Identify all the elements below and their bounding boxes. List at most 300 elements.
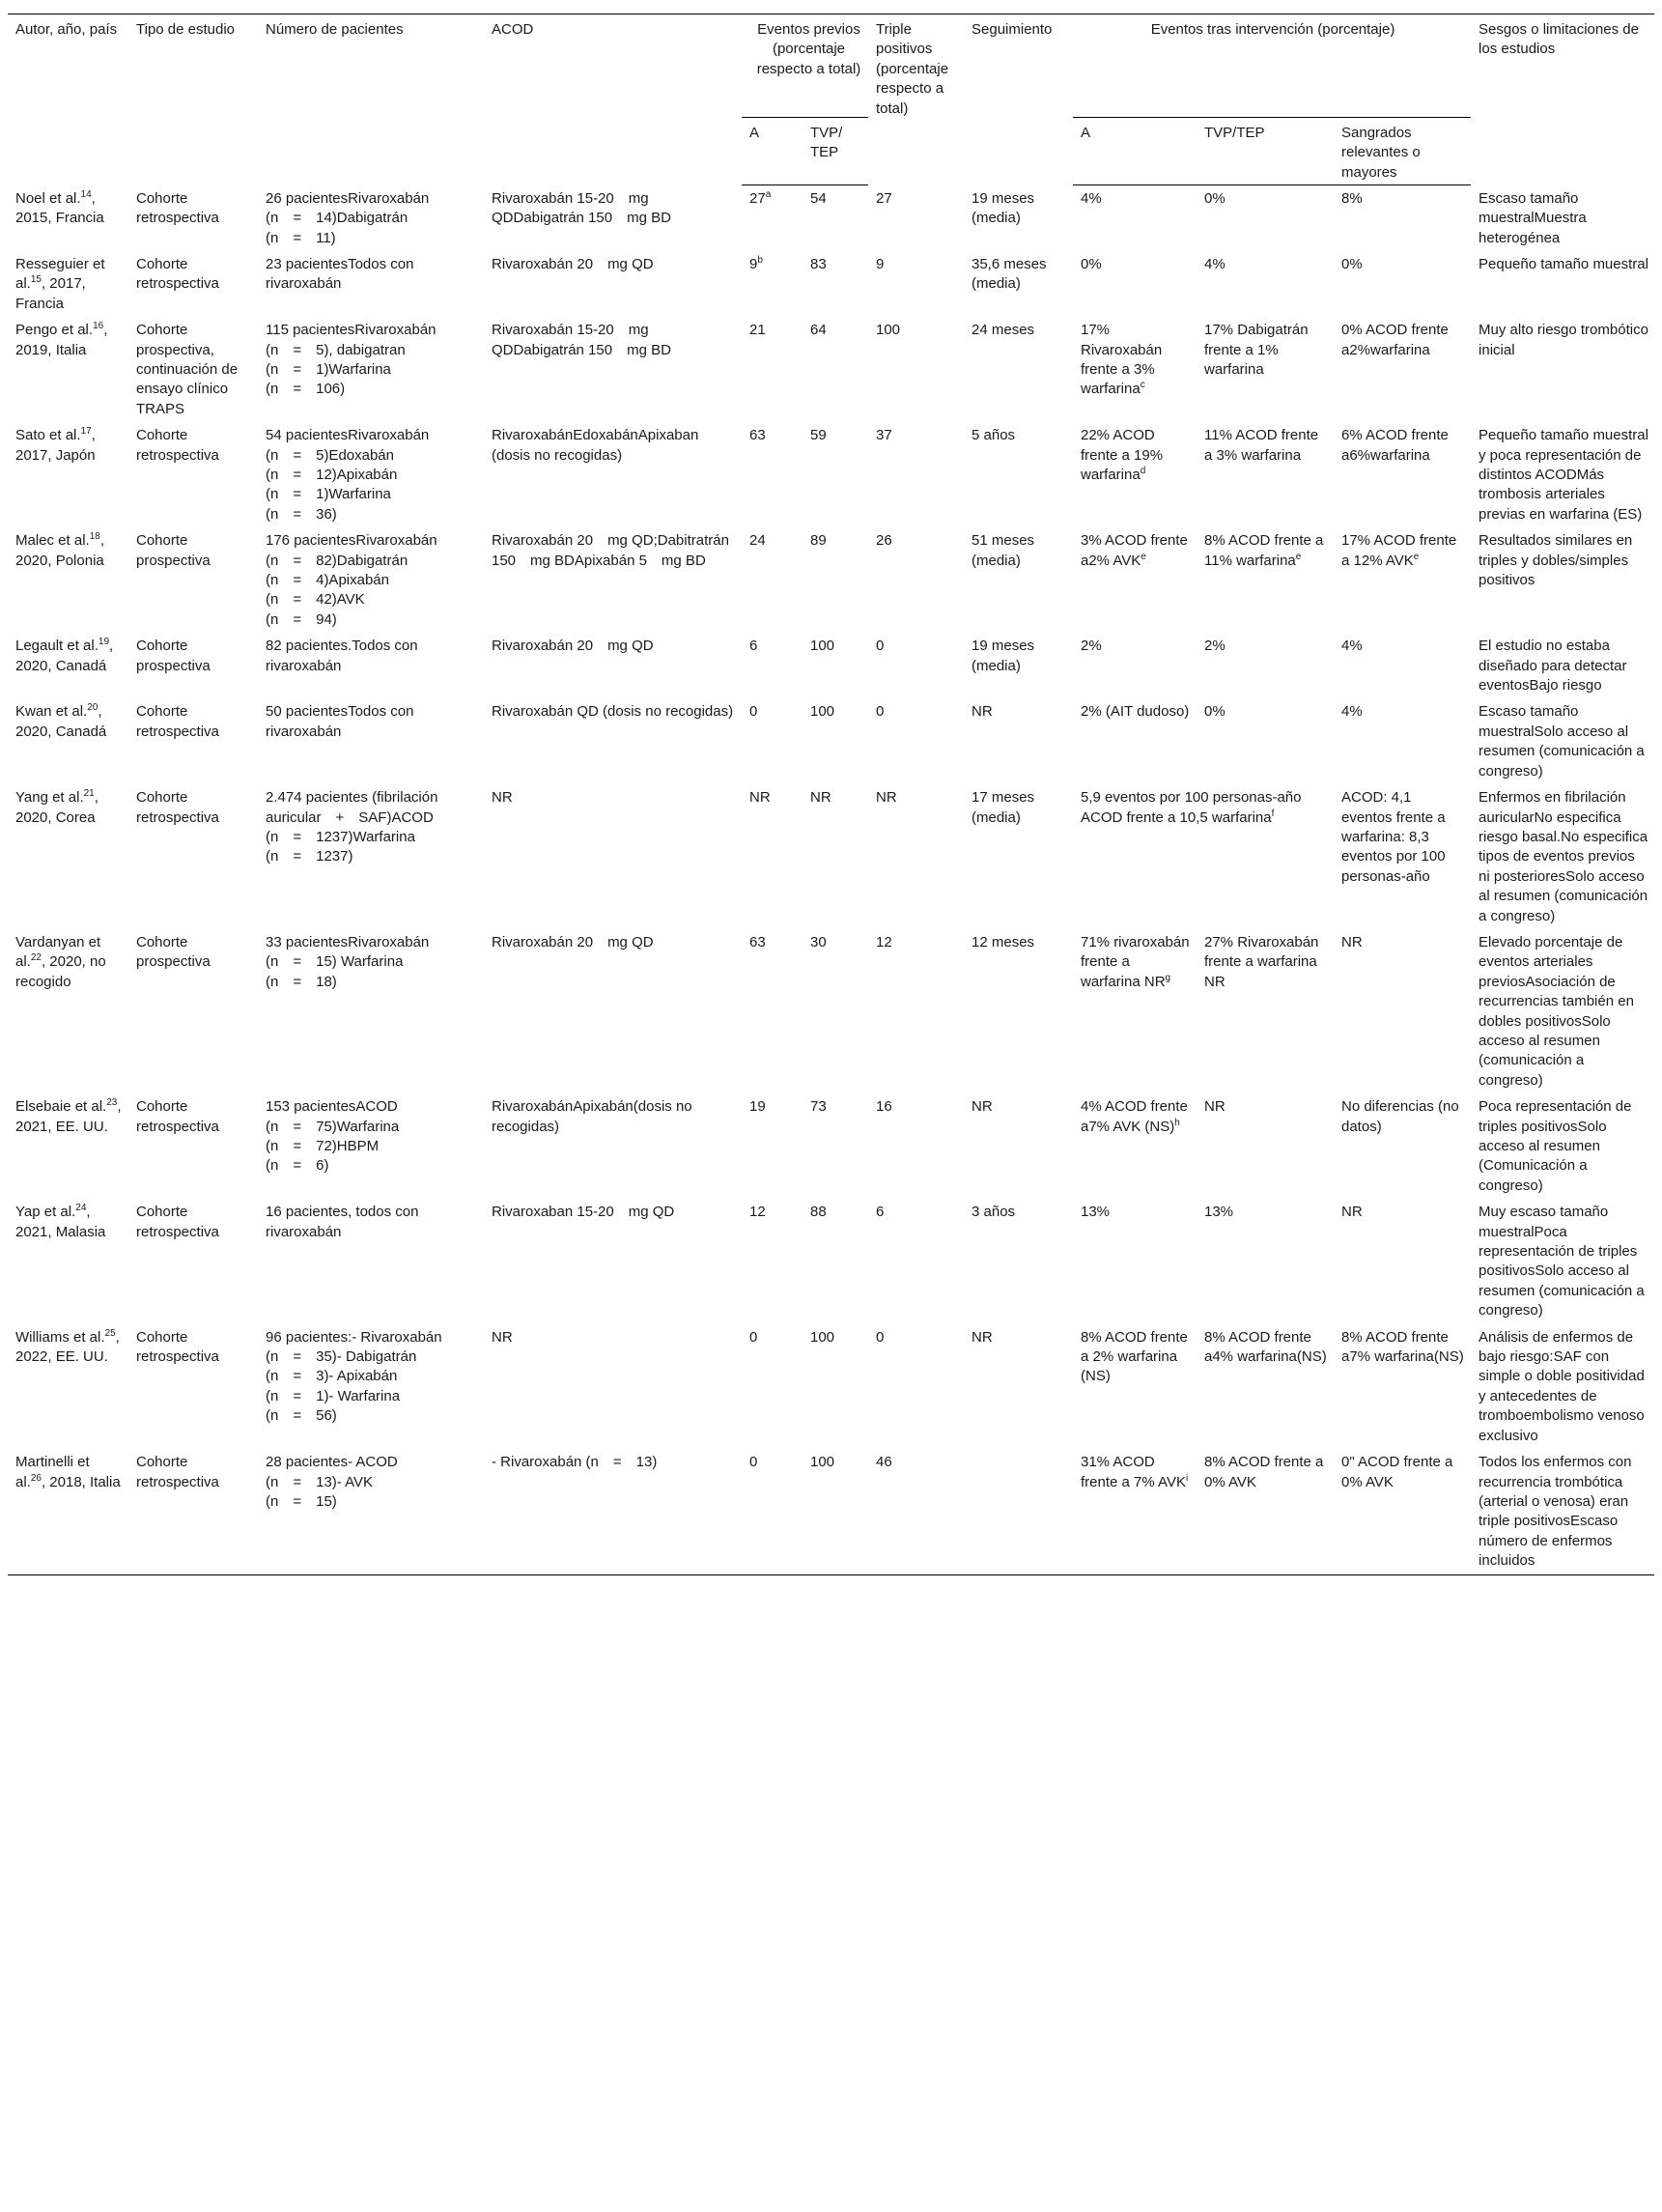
cell-triple [868,317,964,422]
reference-number: 17 [80,426,92,438]
prev-a-value: 21 [749,322,766,339]
table-row [8,1449,1654,1574]
bleeding-value: NR [1341,1204,1363,1221]
autor-year-country: , 2021, Malasia [15,1204,106,1240]
cell-acod [484,1199,742,1323]
footnote-mark: a [765,189,772,201]
tras-a-value: 3% ACOD frente a2% AVK [1081,532,1188,569]
patients-line: (n = 75)Warfarina [266,1118,400,1135]
cell-seguimiento [964,1324,1073,1449]
cell-tipo [128,698,258,784]
tras-tvp-value: 8% ACOD frente a4% warfarina(NS) [1204,1328,1327,1366]
study-type: Cohorte prospectiva [136,532,211,569]
header-tipo: Tipo de estudio [128,14,258,185]
triple-value: 0 [876,1328,885,1346]
cell-tras-a [1073,185,1197,251]
triple-value: 9 [876,255,885,272]
cell-sangrados [1334,251,1471,317]
cell-sangrados [1334,527,1471,633]
bleeding-value: 0% ACOD frente a2%warfarina [1341,322,1449,358]
cell-tipo [128,251,258,317]
cell-numero [258,1324,484,1449]
cell-prev-tvp [803,527,868,633]
follow-up: NR [972,1328,993,1346]
patients-line: (n = 14)Dabigatrán [266,210,408,227]
cell-sangrados [1334,633,1471,698]
follow-up: 19 meses (media) [972,189,1035,227]
cell-sesgos [1471,527,1654,633]
bleeding-value: 0" ACOD frente a 0% AVK [1341,1454,1453,1490]
footnote-mark: d [1140,466,1146,476]
cell-seguimiento [964,251,1073,317]
table-header [8,14,1654,185]
cell-prev-tvp [803,633,868,698]
prev-tvp-value: 88 [810,1204,827,1221]
cell-tras-merged [1073,784,1334,929]
footnote-mark: c [1140,380,1145,391]
cell-seguimiento [964,929,1073,1093]
cell-sesgos [1471,698,1654,784]
cell-prev-tvp [803,317,868,422]
cell-numero [258,1093,484,1199]
autor-name: Williams et al. [15,1328,105,1346]
autor-name: Vardanyan et al. [15,933,101,971]
cell-tras-a [1073,1093,1197,1199]
cell-tipo [128,185,258,251]
cell-tipo [128,929,258,1093]
acod-line: Rivaroxabán 15-20 mg QDDabigatrán 150 mg BD [492,322,671,358]
study-type: Cohorte retrospectiva [136,1454,219,1490]
cell-prev-tvp [803,422,868,527]
triple-value: 6 [876,1204,885,1221]
autor-year-country: , 2019, Italia [15,322,108,358]
patients-line: (n = 15) Warfarina [266,953,404,971]
cell-prev-tvp [803,929,868,1093]
follow-up: 51 meses (media) [972,532,1035,569]
header-numero: Número de pacientes [258,14,484,185]
cell-seguimiento [964,633,1073,698]
footnote-mark: f [1271,808,1275,819]
tras-a-value: 13% [1081,1204,1111,1221]
autor-name: Kwan et al. [15,703,88,721]
cell-acod [484,185,742,251]
tras-tvp-value: 11% ACOD frente a 3% warfarina [1204,427,1319,464]
triple-value: 46 [876,1454,892,1471]
autor-year-country: , 2022, EE. UU. [15,1328,120,1366]
cell-numero [258,1199,484,1323]
cell-sangrados [1334,185,1471,251]
patients-line: 2.474 pacientes (fibrilación auricular + SAF)ACOD [266,789,438,826]
prev-tvp-value: 83 [810,255,827,272]
cell-prev-a [742,527,803,633]
cell-triple [868,185,964,251]
bleeding-value: 4% [1341,638,1363,655]
table-row [8,1093,1654,1199]
header-acod: ACOD [484,14,742,185]
patients-line: (n = 36) [266,505,337,523]
cell-autor [8,251,128,317]
cell-tras-a [1073,633,1197,698]
tras-a-value: 4% [1081,190,1102,208]
cell-tras-tvp [1197,422,1334,527]
cell-tipo [128,1324,258,1449]
cell-acod [484,527,742,633]
autor-name: Elsebaie et al. [15,1098,107,1116]
triple-value: 0 [876,638,885,655]
cell-prev-a [742,1093,803,1199]
reference-number: 24 [75,1203,87,1214]
header-autor: Autor, año, país [8,14,128,185]
prev-a-value: 0 [749,703,758,721]
reference-number: 14 [80,188,92,200]
bias-limitations: Muy alto riesgo trombótico inicial [1479,322,1648,358]
cell-prev-tvp [803,1199,868,1323]
acod-line: Rivaroxabán 20 mg QD [492,255,654,272]
triple-value: 37 [876,427,892,444]
cell-prev-a [742,633,803,698]
tras-tvp-value: 0% [1204,703,1225,721]
cell-triple [868,1199,964,1323]
autor-name: Sato et al. [15,427,81,444]
cell-acod [484,1093,742,1199]
cell-tras-tvp [1197,698,1334,784]
prev-tvp-value: NR [810,789,831,807]
acod-line: Rivaroxabán 20 mg QD [492,933,654,950]
cell-acod [484,317,742,422]
acod-line: Rivaroxabán 15-20 mg QDDabigatrán 150 mg BD [492,189,671,227]
tras-merged-value: 5,9 eventos por 100 personas-año ACOD frente a 10,5 warfarina [1081,789,1302,826]
cell-sangrados [1334,317,1471,422]
cell-sangrados [1334,929,1471,1093]
cell-sangrados [1334,1324,1471,1449]
table-row [8,929,1654,1093]
prev-a-value: 0 [749,1328,758,1346]
tras-a-value: 2% (AIT dudoso) [1081,703,1190,721]
cell-autor [8,929,128,1093]
cell-autor [8,1093,128,1199]
cell-tras-a [1073,251,1197,317]
cell-triple [868,527,964,633]
cell-tras-a [1073,527,1197,633]
patients-line: (n = 1237) [266,848,353,865]
cell-prev-tvp [803,1093,868,1199]
tras-a-value: 71% rivaroxabán frente a warfarina NR [1081,933,1190,990]
prev-a-value: 0 [749,1454,758,1471]
prev-a-value: 24 [749,532,766,550]
patients-line: 176 pacientesRivaroxabán [266,532,437,550]
prev-a-value: 6 [749,638,758,655]
tras-a-value: 0% [1081,255,1102,272]
bias-limitations: Pequeño tamaño muestral y poca representación de distintos ACODMás trombosis arteriales previas en warfarina (ES) [1479,427,1648,523]
cell-prev-tvp [803,784,868,929]
patients-line: 28 pacientes- ACOD [266,1454,398,1471]
tras-tvp-value: 0% [1204,190,1225,208]
cell-prev-a [742,1199,803,1323]
reference-number: 15 [30,274,42,286]
prev-a-value: NR [749,789,771,807]
prev-a-value: 27 [749,190,766,208]
study-type: Cohorte prospectiva, continuación de ensayo clínico TRAPS [136,322,239,417]
cell-seguimiento [964,422,1073,527]
bleeding-value: ACOD: 4,1 eventos frente a warfarina: 8,3 eventos por 100 personas-año [1341,789,1446,885]
prev-tvp-value: 64 [810,322,827,339]
patients-line: (n = 1)Warfarina [266,486,391,503]
cell-autor [8,1199,128,1323]
patients-line: (n = 42)AVK [266,591,365,609]
cell-sesgos [1471,1449,1654,1574]
patients-line: (n = 82)Dabigatrán [266,552,408,569]
study-type: Cohorte retrospectiva [136,189,219,227]
table-row [8,698,1654,784]
cell-tras-tvp [1197,527,1334,633]
subheader-tvp: TVP/ TEP [803,118,868,185]
bias-limitations: Escaso tamaño muestralMuestra heterogénea [1479,189,1587,246]
prev-a-value: 9 [749,255,758,272]
tras-a-value: 31% ACOD frente a 7% AVK [1081,1454,1186,1490]
reference-number: 16 [93,321,104,332]
cell-sesgos [1471,1093,1654,1199]
patients-line: (n = 1)- Warfarina [266,1387,401,1404]
patients-line: (n = 5)Edoxabán [266,446,394,464]
cell-prev-a [742,698,803,784]
patients-line: (n = 106) [266,381,346,398]
cell-tras-tvp [1197,929,1334,1093]
autor-name: Yap et al. [15,1204,76,1221]
patients-line: 153 pacientesACOD [266,1098,398,1116]
reference-number: 25 [104,1327,116,1339]
patients-line: (n = 13)- AVK [266,1473,374,1490]
acod-line: NR [492,1328,513,1346]
cell-tras-tvp [1197,1199,1334,1323]
header-seguimiento: Seguimiento [964,14,1073,185]
cell-numero [258,251,484,317]
cell-numero [258,929,484,1093]
acod-line: Rivaroxabán QD (dosis no recogidas) [492,703,734,721]
cell-tras-a [1073,1199,1197,1323]
autor-year-country: , 2020, Canadá [15,703,107,740]
bias-limitations: Muy escaso tamaño muestralPoca representación de triples positivosSolo acceso al resumen (comunicación a congreso) [1479,1204,1645,1319]
bias-limitations: Poca representación de triples positivosSolo acceso al resumen (Comunicación a congreso) [1479,1098,1632,1194]
patients-line: (n = 1237)Warfarina [266,828,415,845]
cell-sangrados [1334,698,1471,784]
reference-number: 23 [106,1097,118,1109]
cell-numero [258,527,484,633]
triple-value: 16 [876,1098,892,1116]
cell-sangrados [1334,784,1471,929]
acod-line: RivaroxabánApixabán(dosis no recogidas) [492,1098,692,1135]
acod-line: Rivaroxabán 20 mg QD [492,638,654,655]
cell-triple [868,633,964,698]
cell-triple [868,929,964,1093]
tras-tvp-value: 2% [1204,638,1225,655]
autor-name: Legault et al. [15,638,99,655]
tras-a-value: 4% ACOD frente a7% AVK (NS) [1081,1098,1188,1135]
patients-line: (n = 6) [266,1157,329,1175]
patients-line: 96 pacientes:- Rivaroxabán [266,1328,442,1346]
prev-tvp-value: 54 [810,190,827,208]
cell-tras-tvp [1197,185,1334,251]
patients-line: 23 pacientesTodos con rivaroxabán [266,255,414,293]
triple-value: 26 [876,532,892,550]
reference-number: 20 [87,702,99,714]
patients-line: (n = 94) [266,610,337,628]
cell-tras-a [1073,698,1197,784]
triple-value: NR [876,789,897,807]
cell-acod [484,1449,742,1574]
autor-year-country: , 2020, no recogido [15,953,106,990]
study-type: Cohorte retrospectiva [136,789,219,826]
autor-name: Pengo et al. [15,322,94,339]
cell-numero [258,1449,484,1574]
tras-a-value: 17% Rivaroxabán frente a 3% warfarina [1081,322,1163,398]
cell-triple [868,1449,964,1574]
follow-up: 17 meses (media) [972,789,1035,826]
cell-tipo [128,1093,258,1199]
cell-tipo [128,1199,258,1323]
footnote-mark: b [757,254,763,266]
cell-tras-tvp [1197,1324,1334,1449]
patients-line: (n = 11) [266,229,336,246]
bias-limitations: Pequeño tamaño muestral [1479,255,1648,272]
study-type: Cohorte retrospectiva [136,703,219,740]
bleeding-value: 17% ACOD frente a 12% AVK [1341,532,1457,569]
cell-seguimiento [964,317,1073,422]
autor-year-country: , 2017, Japón [15,427,96,464]
patients-line: (n = 4)Apixabán [266,572,389,589]
prev-tvp-value: 59 [810,427,827,444]
prev-a-value: 12 [749,1204,766,1221]
reference-number: 18 [89,531,100,543]
cell-sesgos [1471,929,1654,1093]
cell-tras-tvp [1197,633,1334,698]
footnote-mark: h [1174,1117,1180,1128]
cell-tipo [128,1449,258,1574]
reference-number: 21 [83,788,95,800]
cell-sesgos [1471,1199,1654,1323]
header-eventos-previos: Eventos previos (porcentaje respecto a total) [742,14,868,118]
tras-tvp-value: 27% Rivaroxabán frente a warfarina NR [1204,933,1319,990]
cell-acod [484,633,742,698]
cell-tras-a [1073,317,1197,422]
studies-table [8,14,1654,1575]
triple-value: 0 [876,703,885,721]
prev-tvp-value: 100 [810,703,835,721]
patients-line: 26 pacientesRivaroxabán [266,189,430,207]
table-row [8,633,1654,698]
follow-up: NR [972,703,993,721]
study-type: Cohorte retrospectiva [136,427,219,464]
tras-tvp-value: 8% ACOD frente a 0% AVK [1204,1454,1324,1490]
cell-autor [8,317,128,422]
cell-autor [8,784,128,929]
tras-tvp-value: NR [1204,1098,1225,1116]
reference-number: 19 [98,637,110,648]
cell-tras-a [1073,929,1197,1093]
patients-line: (n = 15) [266,1492,337,1510]
bleeding-value: 4% [1341,703,1363,721]
table-row [8,251,1654,317]
cell-sesgos [1471,633,1654,698]
acod-line: RivaroxabánEdoxabánApixaban (dosis no recogidas) [492,427,699,464]
bias-limitations: Resultados similares en triples y dobles/simples positivos [1479,532,1633,589]
follow-up: 3 años [972,1204,1016,1221]
patients-line: (n = 56) [266,1407,337,1425]
subheader-a-tras: A [1073,118,1197,185]
cell-tipo [128,422,258,527]
autor-year-country: , 2020, Polonia [15,532,104,569]
cell-tras-a [1073,1449,1197,1574]
tras-a-value: 8% ACOD frente a 2% warfarina (NS) [1081,1328,1188,1385]
page [8,14,1654,1575]
cell-tipo [128,784,258,929]
reference-number: 26 [30,1472,42,1484]
table-row [8,422,1654,527]
subheader-a: A [742,118,803,185]
cell-triple [868,1324,964,1449]
cell-autor [8,185,128,251]
bleeding-value: 0% [1341,255,1363,272]
autor-year-country: , 2018, Italia [41,1473,121,1490]
autor-name: Yang et al. [15,789,84,807]
prev-tvp-value: 89 [810,532,827,550]
patients-line: (n = 5), dabigatran [266,341,406,358]
autor-name: Malec et al. [15,532,90,550]
cell-triple [868,422,964,527]
prev-a-value: 63 [749,427,766,444]
cell-tras-tvp [1197,251,1334,317]
autor-year-country: , 2021, EE. UU. [15,1098,122,1135]
table-row [8,317,1654,422]
footnote-mark: g [1165,972,1171,983]
autor-year-country: , 2017, Francia [15,275,86,312]
autor-year-country: , 2020, Canadá [15,638,114,674]
cell-numero [258,185,484,251]
tras-tvp-value: 13% [1204,1204,1234,1221]
tras-a-value: 22% ACOD frente a 19% warfarina [1081,427,1164,483]
cell-prev-a [742,1449,803,1574]
cell-tipo [128,317,258,422]
tras-tvp-value: 4% [1204,255,1225,272]
cell-sangrados [1334,1449,1471,1574]
reference-number: 22 [30,952,42,964]
cell-acod [484,929,742,1093]
cell-acod [484,251,742,317]
cell-prev-a [742,1324,803,1449]
cell-prev-tvp [803,1324,868,1449]
follow-up: 19 meses (media) [972,638,1035,674]
bleeding-value: 6% ACOD frente a6%warfarina [1341,427,1449,464]
study-type: Cohorte retrospectiva [136,1204,219,1240]
cell-seguimiento [964,784,1073,929]
cell-autor [8,1324,128,1449]
cell-tras-tvp [1197,1449,1334,1574]
follow-up: 5 años [972,427,1016,444]
cell-prev-tvp [803,251,868,317]
cell-tras-tvp [1197,317,1334,422]
bleeding-value: No diferencias (no datos) [1341,1098,1459,1135]
cell-seguimiento [964,698,1073,784]
cell-prev-a [742,929,803,1093]
study-type: Cohorte retrospectiva [136,1098,219,1135]
cell-prev-tvp [803,698,868,784]
follow-up: NR [972,1098,993,1116]
cell-autor [8,527,128,633]
footnote-mark: e [1141,551,1146,562]
prev-tvp-value: 30 [810,933,827,950]
cell-seguimiento [964,1449,1073,1574]
cell-prev-tvp [803,185,868,251]
study-type: Cohorte retrospectiva [136,1328,219,1366]
